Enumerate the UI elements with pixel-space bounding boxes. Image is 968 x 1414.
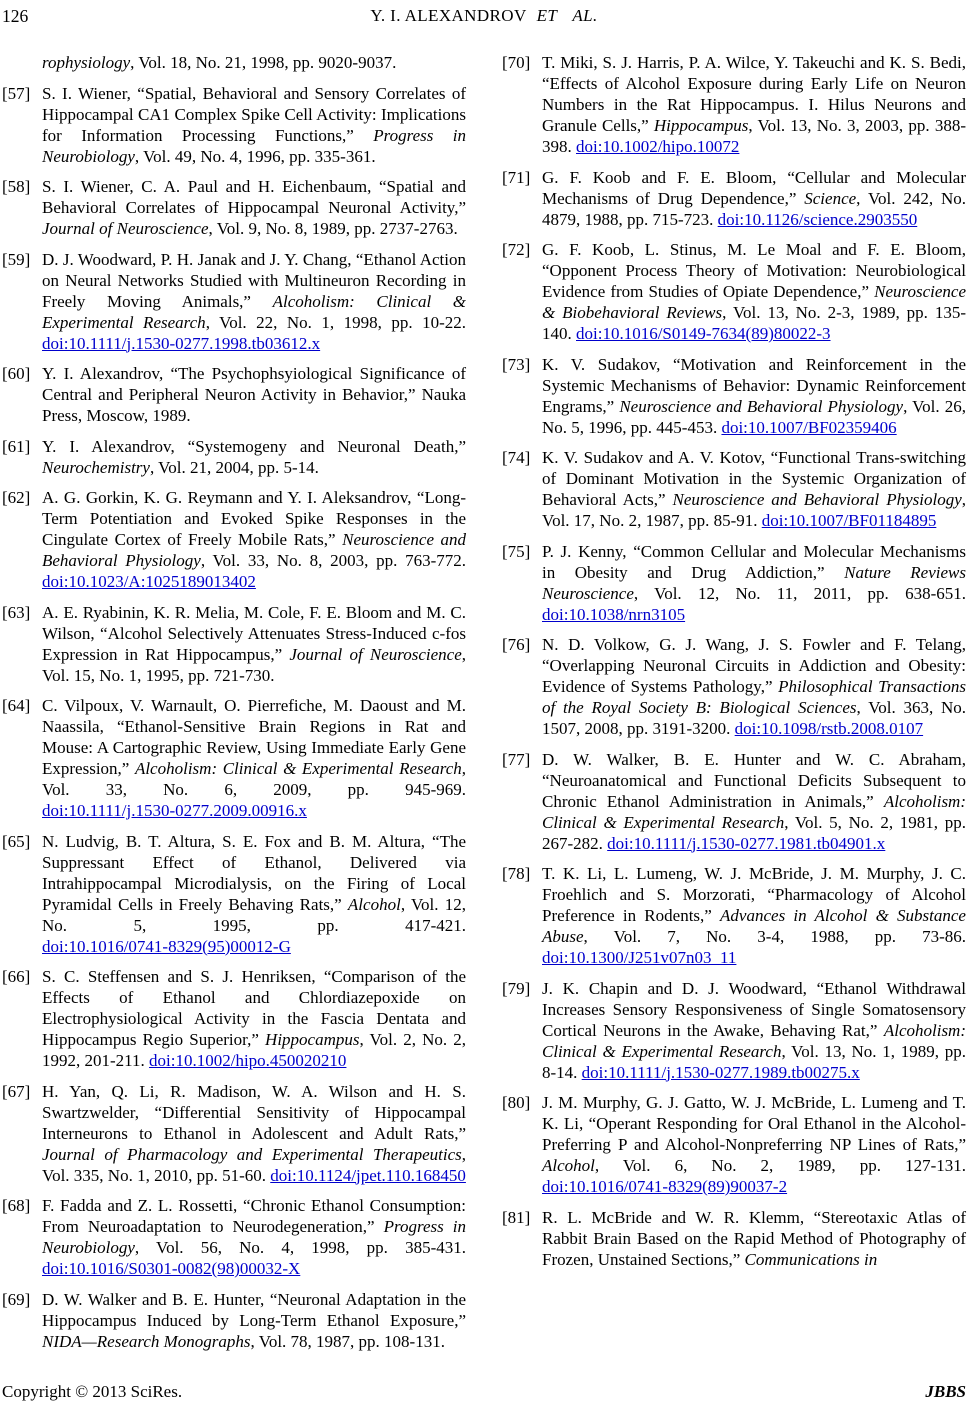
- citation-text: , Vol. 13, No. 1, 1989, pp. 8-14.: [542, 1041, 966, 1082]
- reference-item: [502, 239, 966, 344]
- journal-name: rophysiology: [42, 53, 131, 72]
- reference-text: [42, 363, 466, 426]
- reference-item: [502, 447, 966, 531]
- citation-text: C. Vilpoux, V. Warnault, O. Pierrefiche, M. Daoust and M. Naassila, “Ethanol-Sensitive Brain Regions in Rat and Mouse: A Cartographic Review, Using Immediate Early Gene Expression,”: [42, 696, 466, 778]
- running-head-authors: Y. I. ALEXANDROV: [370, 6, 527, 25]
- citation-text: , Vol. 49, No. 4, 1996, pp. 335-361.: [134, 146, 376, 166]
- journal-name: Journal of Neuroscience: [42, 219, 209, 238]
- reference-number: [68]: [2, 1196, 31, 1215]
- citation-text: , Vol. 17, No. 2, 1987, pp. 85-91.: [542, 490, 967, 530]
- citation-text: , Vol. 33, No. 8, 2003, pp. 763-772.: [200, 551, 466, 570]
- reference-text: [42, 966, 466, 1071]
- journal-name: Alcohol: [347, 894, 401, 914]
- citation-text: , Vol. 78, 1987, pp. 108-131.: [250, 1331, 445, 1351]
- reference-text: [542, 863, 966, 968]
- reference-item: [2, 249, 466, 354]
- doi-link[interactable]: doi:10.1111/j.1530-0277.1981.tb04901.x: [607, 833, 886, 853]
- reference-number: [2, 52, 42, 73]
- journal-name: Neuroscience and Behavioral Physiology: [672, 490, 962, 509]
- citation-text: D. W. Walker and B. E. Hunter, “Neuronal Adaptation in the Hippocampus Induced by Long-Term Ethanol Exposure,”: [42, 1289, 466, 1330]
- doi-link[interactable]: doi:10.1016/S0149-7634(89)80022-3: [576, 324, 831, 343]
- citation-text: N. D. Volkow, G. J. Wang, J. S. Fowler and F. Telang, “Overlapping Neuronal Circuits in Addiction and Obesity: Evidence of Systems Pathology,”: [542, 635, 966, 696]
- citation-text: , Vol. 26, No. 5, 1996, pp. 445-453.: [542, 396, 966, 437]
- journal-name: Science: [804, 188, 857, 208]
- reference-item: [2, 176, 466, 239]
- doi-link[interactable]: doi:10.1002/hipo.10072: [576, 137, 740, 156]
- citation-text: D. W. Walker, B. E. Hunter and W. C. Abraham, “Neuroanatomical and Functional Deficits Subsequent to Chronic Ethanol Administration in Animals,”: [542, 749, 966, 811]
- doi-link[interactable]: doi:10.1016/0741-8329(95)00012-G: [42, 936, 291, 956]
- reference-number: [69]: [2, 1289, 31, 1309]
- reference-text: [542, 1092, 966, 1197]
- reference-text: [542, 634, 966, 739]
- doi-link[interactable]: doi:10.1300/J251v07n03_11: [542, 948, 737, 967]
- citation-text: S. I. Wiener, C. A. Paul and H. Eichenbaum, “Spatial and Behavioral Correlates of Hippocampal Neuronal Activity,”: [42, 177, 466, 217]
- journal-name: Hippocampus: [653, 116, 749, 135]
- reference-item: [2, 831, 466, 957]
- doi-link[interactable]: doi:10.1023/A:1025189013402: [42, 572, 256, 591]
- citation-text: G. F. Koob and F. E. Bloom, “Cellular and Molecular Mechanisms of Drug Dependence,”: [542, 167, 966, 208]
- reference-text: [42, 436, 466, 478]
- doi-link[interactable]: doi:10.1111/j.1530-0277.1998.tb03612.x: [42, 333, 321, 353]
- journal-name: Nature Reviews Neuroscience: [542, 562, 966, 603]
- reference-number: [76]: [502, 635, 531, 654]
- citation-text: J. K. Chapin and D. J. Woodward, “Ethanol Withdrawal Increases Sensory Responsiveness of Single Somatosensory Cortical Neurons in the Awake, Behaving Rat,”: [542, 978, 966, 1040]
- reference-number: [63]: [2, 602, 31, 622]
- journal-name: Advances in Alcohol & Substance Abuse: [542, 906, 966, 946]
- reference-number: [75]: [502, 541, 531, 561]
- reference-number: [73]: [502, 354, 531, 374]
- citation-text: , Vol. 15, No. 1, 1995, pp. 721-730.: [42, 644, 467, 685]
- reference-text: [542, 978, 966, 1083]
- journal-name: Journal of Pharmacology and Experimental Therapeutics: [42, 1144, 462, 1164]
- reference-item: [2, 363, 466, 426]
- citation-text: , Vol. 2, No. 2, 1992, 201-211.: [42, 1030, 466, 1070]
- reference-item: [502, 52, 966, 157]
- citation-text: , Vol. 363, No. 1507, 2008, pp. 3191-3200.: [542, 698, 966, 738]
- journal-name: Neuroscience & Biobehavioral Reviews: [542, 282, 966, 322]
- citation-text: T. K. Li, L. Lumeng, W. J. McBride, J. M. Murphy, J. C. Froehlich and S. Morzorati, “Pharmacology of Alcohol Preference in Rodents,”: [542, 864, 966, 925]
- reference-text: [42, 695, 466, 821]
- reference-text: [42, 602, 466, 686]
- references-column-left: [2, 52, 466, 1361]
- reference-number: [59]: [2, 249, 31, 269]
- journal-name: Philosophical Transactions of the Royal Society B: Biological Sciences: [542, 677, 966, 717]
- doi-link[interactable]: doi:10.1111/j.1530-0277.2009.00916.x: [42, 801, 307, 820]
- citation-text: R. L. McBride and W. R. Klemm, “Stereotaxic Atlas of Rabbit Brain Based on the Rapid Method of Photography of Frozen, Unstained Sections,”: [542, 1207, 966, 1269]
- journal-name: NIDA—Research Monographs: [42, 1331, 251, 1351]
- citation-text: H. Yan, Q. Li, R. Madison, W. A. Wilson and H. S. Swartzwelder, “Differential Sensitivity of Hippocampal Interneurons to Ethanol in Adolescent and Adult Rats,”: [42, 1081, 466, 1143]
- journal-name: Neurochemistry: [42, 457, 150, 477]
- reference-text: [42, 1289, 466, 1352]
- reference-text: [42, 52, 466, 73]
- page-number: 126: [2, 6, 29, 26]
- journal-name: Hippocampus: [265, 1030, 360, 1049]
- running-head: [0, 6, 968, 26]
- citation-text: , Vol. 56, No. 4, 1998, pp. 385-431.: [134, 1238, 466, 1257]
- reference-item: [2, 436, 466, 478]
- reference-text: [42, 249, 466, 354]
- page-footer: [2, 1382, 966, 1404]
- doi-link[interactable]: doi:10.1016/0741-8329(89)90037-2: [542, 1177, 788, 1196]
- reference-number: [71]: [502, 167, 531, 187]
- citation-text: N. Ludvig, B. T. Altura, S. E. Fox and B. M. Altura, “The Suppressant Effect of Ethanol, Delivered via Intrahippocampal Microdialysis, on the Firing of Local Pyramidal Cells in Freely Behaving Rats,”: [42, 831, 466, 914]
- reference-item: [2, 1195, 466, 1279]
- reference-item: [2, 1289, 466, 1352]
- journal-abbreviation: JBBS: [925, 1382, 966, 1401]
- reference-item: [502, 354, 966, 438]
- reference-text: [542, 167, 966, 230]
- running-head-etal: ET AL.: [536, 6, 598, 25]
- reference-text: [542, 52, 966, 157]
- citation-text: , Vol. 9, No. 8, 1989, pp. 2737-2763.: [208, 219, 458, 238]
- reference-item: [502, 634, 966, 739]
- citation-text: , Vol. 335, No. 1, 2010, pp. 51-60.: [42, 1144, 466, 1185]
- doi-link[interactable]: doi:10.1002/hipo.450020210: [149, 1051, 347, 1070]
- citation-text: P. J. Kenny, “Common Cellular and Molecular Mechanisms in Obesity and Drug Addiction,”: [542, 541, 966, 582]
- reference-text: [42, 487, 466, 592]
- reference-number: [81]: [502, 1207, 531, 1227]
- citation-text: K. V. Sudakov, “Motivation and Reinforcement in the Systemic Mechanisms of Behavior: Dynamic Reinforcement Engrams,”: [542, 354, 966, 416]
- reference-number: [72]: [502, 240, 531, 259]
- citation-text: , Vol. 22, No. 1, 1998, pp. 10-22.: [205, 312, 466, 332]
- doi-link[interactable]: doi:10.1038/nrn3105: [542, 604, 686, 624]
- citation-text: , Vol. 242, No. 4879, 1988, pp. 715-723.: [542, 188, 966, 229]
- citation-text: D. J. Woodward, P. H. Janak and J. Y. Chang, “Ethanol Action on Neural Networks Studied with Multineuron Recording in Freely Moving Animals,”: [42, 249, 466, 311]
- doi-link[interactable]: doi:10.1124/jpet.110.168450: [270, 1165, 466, 1185]
- reference-item: [502, 541, 966, 625]
- citation-text: A. G. Gorkin, K. G. Reymann and Y. I. Aleksandrov, “Long-Term Potentiation and Evoked Spike Responses in the Cingulate Cortex of Freely Mobile Rats,”: [42, 488, 466, 549]
- reference-item: [2, 83, 466, 167]
- citation-text: , Vol. 18, No. 21, 1998, pp. 9020-9037.: [130, 53, 397, 72]
- reference-item: [2, 602, 466, 686]
- journal-name: Alcoholism: Clinical & Experimental Research: [542, 1020, 966, 1061]
- citation-text: S. C. Steffensen and S. J. Henriksen, “Comparison of the Effects of Ethanol and Chlordiazepoxide on Electrophysiological Activity in the Fascia Dentata and Hippocampus Regio Superior,”: [42, 967, 466, 1049]
- reference-number: [70]: [502, 53, 531, 72]
- reference-text: [42, 176, 466, 239]
- reference-number: [77]: [502, 749, 531, 769]
- journal-name: Progress in Neurobiology: [42, 125, 466, 166]
- reference-number: [67]: [2, 1081, 31, 1101]
- citation-text: Y. I. Alexandrov, “The Psychophsyiological Significance of Central and Peripheral Neuron Activity in Behavior,” Nauka Press, Moscow, 1989.: [42, 364, 466, 425]
- citation-text: K. V. Sudakov and A. V. Kotov, “Functional Trans-switching of Dominant Motivation in the Systemic Organization of Behavioral Acts,”: [542, 448, 966, 509]
- citation-text: T. Miki, S. J. Harris, P. A. Wilce, Y. Takeuchi and K. S. Bedi, “Effects of Alcohol Exposure during Early Life on Neuron Numbers in the Rat Hippocampus. I. Hilus Neurons and Granule Cells,”: [542, 53, 966, 135]
- reference-number: [57]: [2, 83, 31, 103]
- reference-number: [64]: [2, 696, 31, 715]
- doi-link[interactable]: doi:10.1007/BF02359406: [721, 417, 897, 437]
- doi-link[interactable]: doi:10.1126/science.2903550: [717, 209, 918, 229]
- reference-item: [502, 167, 966, 230]
- reference-text: [42, 83, 466, 167]
- references-column-right: [502, 52, 966, 1361]
- reference-item: [502, 978, 966, 1083]
- reference-item: [502, 863, 966, 968]
- reference-number: [66]: [2, 967, 31, 986]
- journal-name: Progress in Neurobiology: [42, 1217, 467, 1257]
- citation-text: , Vol. 7, No. 3-4, 1988, pp. 73-86.: [583, 927, 966, 946]
- citation-text: A. E. Ryabinin, K. R. Melia, M. Cole, F. E. Bloom and M. C. Wilson, “Alcohol Selectively Attenuates Stress-Induced c-fos Expression in Rat Hippocampus,”: [42, 602, 466, 664]
- reference-text: [542, 239, 966, 344]
- copyright-notice: Copyright © 2013 SciRes.: [2, 1382, 183, 1401]
- journal-name: Alcoholism: Clinical & Experimental Research: [542, 791, 966, 832]
- citation-text: , Vol. 12, No. 5, 1995, pp. 417-421.: [42, 894, 466, 935]
- citation-text: , Vol. 13, No. 3, 2003, pp. 388-398.: [542, 116, 966, 156]
- reference-number: [79]: [502, 978, 531, 998]
- reference-item: [2, 1081, 466, 1186]
- reference-number: [62]: [2, 488, 31, 507]
- reference-item: [2, 52, 466, 73]
- reference-text: [42, 831, 466, 957]
- journal-name: Communications in: [744, 1249, 878, 1269]
- journal-name: Alcoholism: Clinical & Experimental Research: [134, 759, 462, 778]
- reference-text: [542, 749, 966, 854]
- reference-text: [542, 354, 966, 438]
- reference-text: [542, 1207, 966, 1270]
- reference-number: [78]: [502, 864, 531, 883]
- reference-number: [65]: [2, 831, 31, 851]
- reference-text: [542, 447, 966, 531]
- reference-number: [61]: [2, 436, 31, 456]
- doi-link[interactable]: doi:10.1016/S0301-0082(98)00032-X: [42, 1259, 301, 1278]
- citation-text: J. M. Murphy, G. J. Gatto, W. J. McBride, L. Lumeng and T. K. Li, “Operant Responding for Oral Ethanol in the Alcohol-Preferring P and Alcohol-Nonpreferring NP Lines of Rats,”: [542, 1093, 966, 1154]
- journal-name: Journal of Neuroscience: [289, 644, 462, 664]
- citation-text: , Vol. 5, No. 2, 1981, pp. 267-282.: [542, 812, 966, 853]
- reference-number: [60]: [2, 364, 31, 383]
- citation-text: , Vol. 6, No. 2, 1989, pp. 127-131.: [594, 1156, 966, 1175]
- references-columns: [2, 52, 966, 1361]
- doi-link[interactable]: doi:10.1111/j.1530-0277.1989.tb00275.x: [581, 1062, 860, 1082]
- citation-text: G. F. Koob, L. Stinus, M. Le Moal and F. E. Bloom, “Opponent Process Theory of Motivation: Neurobiological Evidence from Studies of Opiate Dependence,”: [542, 240, 966, 301]
- reference-text: [42, 1195, 466, 1279]
- reference-text: [542, 541, 966, 625]
- doi-link[interactable]: doi:10.1007/BF01184895: [761, 511, 937, 530]
- citation-text: , Vol. 21, 2004, pp. 5-14.: [149, 457, 319, 477]
- reference-item: [2, 695, 466, 821]
- citation-text: S. I. Wiener, “Spatial, Behavioral and Sensory Correlates of Hippocampal CA1 Complex Spike Cell Activity: Implications for Information Processing Functions,”: [42, 83, 466, 145]
- citation-text: , Vol. 33, No. 6, 2009, pp. 945-969.: [42, 759, 466, 799]
- reference-text: [42, 1081, 466, 1186]
- reference-item: [502, 1207, 966, 1270]
- citation-text: F. Fadda and Z. L. Rossetti, “Chronic Ethanol Consumption: From Neuroadaptation to Neurodegeneration,”: [42, 1196, 466, 1236]
- reference-item: [2, 966, 466, 1071]
- journal-name: Neuroscience and Behavioral Physiology: [619, 396, 904, 416]
- reference-number: [58]: [2, 177, 31, 196]
- doi-link[interactable]: doi:10.1098/rstb.2008.0107: [734, 719, 924, 738]
- reference-number: [74]: [502, 448, 531, 467]
- reference-item: [502, 749, 966, 854]
- citation-text: Y. I. Alexandrov, “Systemogeny and Neuronal Death,”: [42, 436, 466, 456]
- reference-item: [502, 1092, 966, 1197]
- citation-text: , Vol. 12, No. 11, 2011, pp. 638-651.: [633, 583, 966, 603]
- journal-name: Alcohol: [542, 1156, 595, 1175]
- journal-name: Neuroscience and Behavioral Physiology: [42, 530, 467, 570]
- reference-number: [80]: [502, 1093, 531, 1112]
- citation-text: , Vol. 13, No. 2-3, 1989, pp. 135-140.: [542, 303, 966, 343]
- reference-item: [2, 487, 466, 592]
- journal-name: Alcoholism: Clinical & Experimental Research: [42, 291, 467, 332]
- page-header: [0, 6, 968, 28]
